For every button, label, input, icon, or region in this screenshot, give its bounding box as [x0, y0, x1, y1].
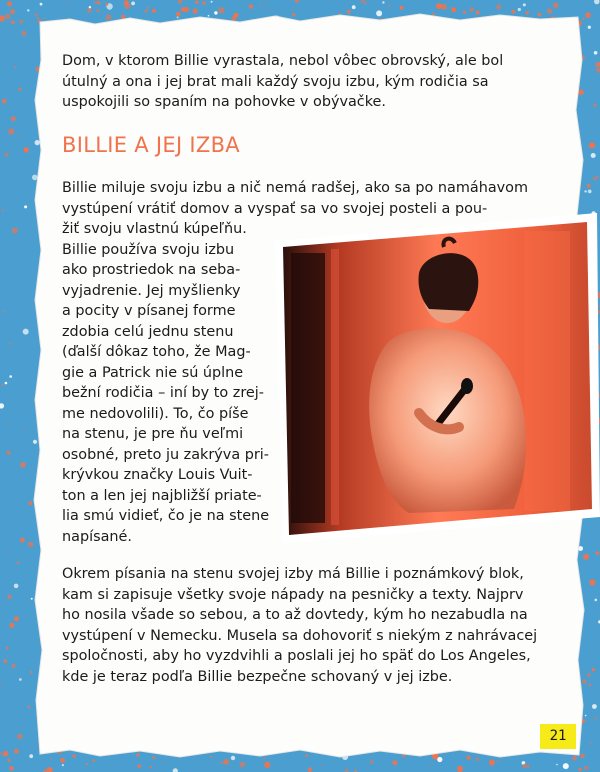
closing-line: kde je teraz podľa Billie bezpečne schovaný v jej izbe.	[62, 668, 453, 685]
intro-line: Dom, v ktorom Billie vyrastala, nebol vôbec obrovský, ale bol	[62, 53, 504, 69]
concert-photo	[269, 213, 600, 543]
body-line: Billie používa svoju izbu	[62, 241, 235, 258]
body-line: zdobia celú jednu stenu	[62, 323, 234, 340]
closing-paragraph	[62, 564, 537, 687]
closing-line: kam si zapisuje všetky svoje nápady na pesničky a texty. Najprv	[62, 586, 524, 603]
closing-line: Okrem písania na stenu svojej izby má Billie i poznámkový blok,	[62, 566, 524, 582]
closing-line: spoločnosti, aby ho vyzdvihli a poslali jej ho späť do Los Angeles,	[62, 648, 531, 664]
closing-line: vystúpení v Nemecku. Musela sa dohovoriť s niekým z nahrávacej	[62, 627, 538, 644]
page-number-badge: 21	[540, 724, 576, 749]
body-line: žiť svoju vlastnú kúpeľňu.	[62, 221, 247, 237]
body-line: osobné, preto ju zakrýva pri-	[62, 446, 269, 463]
body-line: gie a Patrick nie sú úplne	[62, 364, 244, 381]
body-line: a pocity v písanej forme	[62, 303, 236, 319]
body-line: (ďalší dôkaz toho, že Mag-	[62, 344, 251, 360]
intro-paragraph	[62, 51, 503, 113]
body-line: napísané.	[62, 528, 132, 545]
body-line: me nedovolili). To, čo píše	[62, 405, 249, 422]
body-line: Billie miluje svoju izbu a nič nemá radšej, ako sa po namáhavom	[62, 180, 528, 196]
intro-line: útulný a ona i jej brat mali každý svoju izbu, kým rodičia sa	[62, 73, 489, 90]
body-paragraph-wrapped	[62, 219, 269, 547]
body-line: vystúpení vrátiť domov a vyspať sa vo svojej posteli a pou-	[62, 200, 488, 217]
section-heading: BILLIE A JEJ IZBA	[62, 133, 240, 157]
body-line: vyjadrenie. Jej myšlienky	[62, 282, 241, 299]
closing-line: ho nosila všade so sebou, a to až dovtedy, kým ho nezabudla na	[62, 607, 528, 623]
body-line: ton a len jej najbližší priate-	[62, 487, 262, 504]
body-line: ako prostriedok na seba-	[62, 262, 241, 278]
body-line: krývkou značky Louis Vuit-	[62, 467, 253, 483]
body-line: bežní rodičia – iní by to zrej-	[62, 385, 264, 401]
body-line: na stenu, je pre ňu veľmi	[62, 426, 244, 442]
intro-line: uspokojili so spaním na pohovke v obývačke.	[62, 94, 386, 110]
body-line: lia smú vidieť, čo je na stene	[62, 508, 270, 524]
